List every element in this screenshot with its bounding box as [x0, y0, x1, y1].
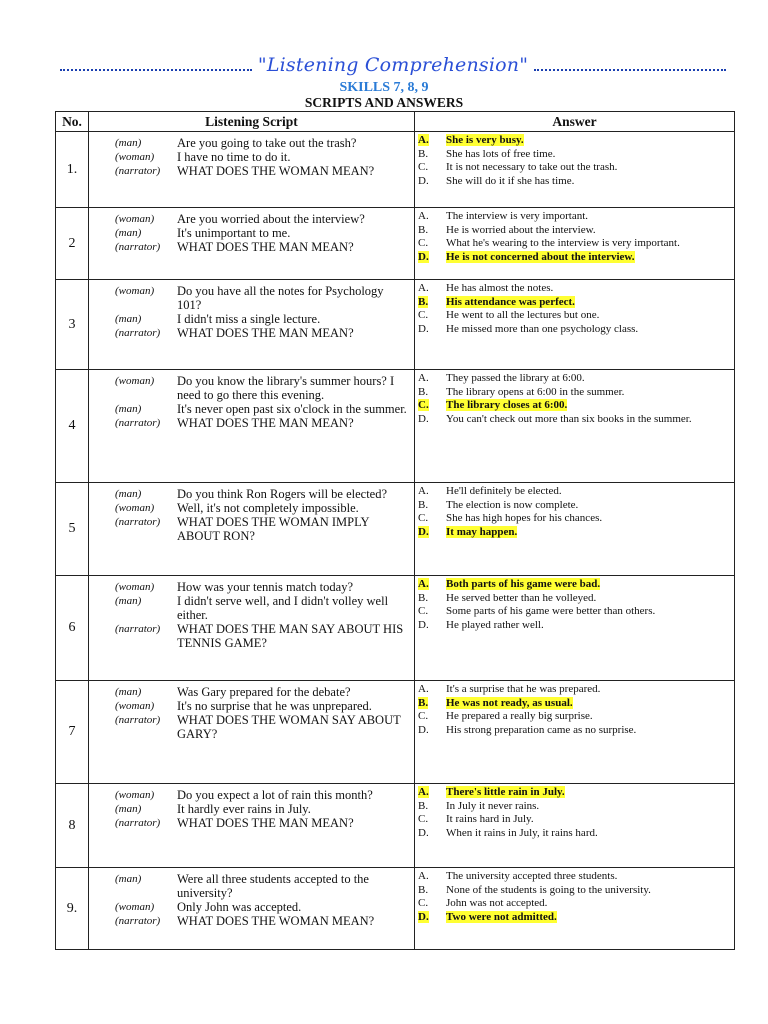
script-cell — [89, 576, 415, 681]
speaker-label: (man) — [115, 137, 142, 149]
title-row — [60, 52, 726, 78]
answer-option — [418, 897, 731, 911]
skills-heading: SKILLS 7, 8, 9 — [339, 80, 429, 95]
speaker-label: (narrator) — [115, 516, 161, 528]
option-text: His strong preparation came as no surprise. — [446, 723, 637, 736]
option-text: It rains hard in July. — [446, 813, 534, 826]
option-text: It's a surprise that he was prepared. — [446, 683, 601, 695]
correct-answer-option — [418, 399, 731, 413]
script-line — [93, 699, 410, 713]
script-cell — [89, 208, 415, 280]
option-text: It may happen. — [446, 525, 518, 538]
answer-option — [418, 372, 731, 386]
option-letter: B. — [418, 799, 429, 812]
option-letter: C. — [418, 399, 429, 412]
script-text: WHAT DOES THE WOMAN MEAN? — [177, 914, 375, 928]
option-letter: B. — [418, 696, 429, 709]
table-row — [56, 208, 735, 280]
answer-option — [418, 161, 731, 175]
table-row — [56, 132, 735, 208]
script-cell — [89, 370, 415, 483]
speaker-label: (woman) — [115, 901, 155, 913]
script-line — [93, 900, 410, 914]
table-row — [56, 868, 735, 950]
script-text: Do you think Ron Rogers will be elected? — [177, 487, 388, 501]
speaker-label: (narrator) — [115, 714, 161, 726]
row-number: 3 — [56, 280, 89, 370]
speaker-label: (narrator) — [115, 623, 161, 635]
answer-option — [418, 619, 731, 633]
answer-cell — [415, 784, 735, 868]
answer-option — [418, 884, 731, 898]
option-text: She is very busy. — [446, 134, 524, 146]
option-letter: D. — [418, 525, 429, 538]
option-text: She has high hopes for his chances. — [446, 512, 603, 525]
script-line — [93, 872, 410, 900]
speaker-label: (narrator) — [115, 417, 161, 429]
script-line — [93, 212, 410, 226]
option-letter: A. — [418, 578, 429, 590]
option-letter: A. — [418, 134, 429, 146]
script-text: WHAT DOES THE WOMAN SAY ABOUT GARY? — [177, 713, 401, 741]
correct-answer-option — [418, 526, 731, 540]
script-text: Do you know the library's summer hours? I need to go there this evening. — [177, 374, 395, 402]
option-text: He missed more than one psychology class. — [446, 322, 639, 335]
option-letter: D. — [418, 910, 429, 923]
speaker-label: (man) — [115, 403, 142, 415]
answer-cell — [415, 681, 735, 784]
answer-option — [418, 827, 731, 841]
answer-option — [418, 224, 731, 238]
row-number: 8 — [56, 784, 89, 868]
option-text: He'll definitely be elected. — [446, 485, 562, 497]
answer-option — [418, 870, 731, 884]
option-text: It is not necessary to take out the trash. — [446, 161, 618, 174]
script-text: It's no surprise that he was unprepared. — [177, 699, 372, 713]
option-text: They passed the library at 6:00. — [446, 372, 585, 384]
script-cell — [89, 784, 415, 868]
option-letter: A. — [418, 282, 429, 294]
script-text: How was your tennis match today? — [177, 580, 354, 594]
option-text: You can't check out more than six books in the summer. — [446, 412, 692, 425]
option-text: He is not concerned about the interview. — [446, 250, 635, 263]
script-line — [93, 802, 410, 816]
speaker-label: (narrator) — [115, 327, 161, 339]
script-text: Do you have all the notes for Psychology 101? — [177, 284, 384, 312]
speaker-label: (woman) — [115, 789, 155, 801]
row-number: 1. — [56, 132, 89, 208]
script-text: WHAT DOES THE MAN MEAN? — [177, 816, 354, 830]
answer-table — [55, 111, 735, 950]
script-cell — [89, 681, 415, 784]
speaker-label: (narrator) — [115, 165, 161, 177]
option-text: What he's wearing to the interview is very important. — [446, 237, 680, 250]
row-number: 7 — [56, 681, 89, 784]
option-letter: B. — [418, 295, 429, 308]
option-text: When it rains in July, it rains hard. — [446, 826, 598, 839]
option-text: She will do it if she has time. — [446, 174, 575, 187]
script-line — [93, 594, 410, 622]
answer-option — [418, 724, 731, 738]
script-line — [93, 402, 410, 416]
answer-option — [418, 683, 731, 697]
answer-option — [418, 323, 731, 337]
script-text: It's never open past six o'clock in the summer. — [177, 402, 407, 416]
script-text: Was Gary prepared for the debate? — [177, 685, 351, 699]
option-text: He is worried about the interview. — [446, 223, 596, 236]
row-number: 2 — [56, 208, 89, 280]
script-line — [93, 487, 410, 501]
answer-cell — [415, 132, 735, 208]
option-text: Some parts of his game were better than others. — [446, 605, 656, 618]
script-line — [93, 284, 410, 312]
row-number: 9. — [56, 868, 89, 950]
option-letter: B. — [418, 223, 429, 236]
option-letter: A. — [418, 786, 429, 798]
script-cell — [89, 483, 415, 576]
script-text: WHAT DOES THE WOMAN MEAN? — [177, 164, 375, 178]
speaker-label: (narrator) — [115, 817, 161, 829]
script-text: It hardly ever rains in July. — [177, 802, 311, 816]
script-text: I didn't serve well, and I didn't volley well either. — [177, 594, 389, 622]
option-letter: B. — [418, 385, 429, 398]
speaker-label: (woman) — [115, 151, 155, 163]
answer-option — [418, 413, 731, 427]
column-header-no: No. — [56, 112, 89, 132]
option-text: She has lots of free time. — [446, 147, 556, 160]
row-number: 5 — [56, 483, 89, 576]
script-line — [93, 816, 410, 830]
correct-answer-option — [418, 911, 731, 925]
speaker-label: (woman) — [115, 581, 155, 593]
option-letter: B. — [418, 591, 429, 604]
row-number: 4 — [56, 370, 89, 483]
script-line — [93, 226, 410, 240]
option-letter: C. — [418, 897, 429, 910]
script-text: Well, it's not completely impossible. — [177, 501, 359, 515]
script-text: WHAT DOES THE MAN SAY ABOUT HIS TENNIS GAME? — [177, 622, 404, 650]
answer-cell — [415, 868, 735, 950]
option-text: John was not accepted. — [446, 897, 548, 910]
table-header-row — [56, 112, 735, 132]
script-line — [93, 312, 410, 326]
answer-option — [418, 386, 731, 400]
answer-option — [418, 813, 731, 827]
script-cell — [89, 868, 415, 950]
column-header-answer: Answer — [415, 112, 735, 132]
script-line — [93, 164, 410, 178]
table-row — [56, 576, 735, 681]
dotted-rule-right — [534, 69, 726, 71]
option-text: He prepared a really big surprise. — [446, 710, 593, 723]
option-letter: B. — [418, 498, 429, 511]
option-letter: B. — [418, 147, 429, 160]
script-text: Are you worried about the interview? — [177, 212, 365, 226]
script-line — [93, 713, 410, 741]
option-text: The interview is very important. — [446, 210, 589, 222]
option-text: In July it never rains. — [446, 799, 540, 812]
speaker-label: (narrator) — [115, 915, 161, 927]
option-letter: B. — [418, 883, 429, 896]
table-row — [56, 784, 735, 868]
correct-answer-option — [418, 578, 731, 592]
option-letter: A. — [418, 210, 429, 222]
option-letter: D. — [418, 618, 429, 631]
script-line — [93, 515, 410, 543]
correct-answer-option — [418, 251, 731, 265]
script-line — [93, 416, 410, 430]
option-text: There's little rain in July. — [446, 786, 565, 798]
option-letter: A. — [418, 870, 429, 882]
option-letter: C. — [418, 309, 429, 322]
script-text: WHAT DOES THE MAN MEAN? — [177, 326, 354, 340]
script-line — [93, 914, 410, 928]
script-text: Are you going to take out the trash? — [177, 136, 357, 150]
scripts-answers-heading: SCRIPTS AND ANSWERS — [304, 95, 464, 110]
script-line — [93, 150, 410, 164]
option-text: His attendance was perfect. — [446, 295, 575, 308]
answer-option — [418, 499, 731, 513]
answer-cell — [415, 576, 735, 681]
answer-cell — [415, 370, 735, 483]
script-cell — [89, 132, 415, 208]
answer-option — [418, 485, 731, 499]
option-text: He has almost the notes. — [446, 282, 554, 294]
option-text: The library opens at 6:00 in the summer. — [446, 385, 625, 398]
answer-option — [418, 710, 731, 724]
option-letter: D. — [418, 723, 429, 736]
option-text: He was not ready, as usual. — [446, 696, 573, 709]
speaker-label: (woman) — [115, 502, 155, 514]
script-line — [93, 374, 410, 402]
speaker-label: (woman) — [115, 375, 155, 387]
script-text: Only John was accepted. — [177, 900, 302, 914]
speaker-label: (woman) — [115, 285, 155, 297]
script-line — [93, 580, 410, 594]
answer-option — [418, 237, 731, 251]
answer-cell — [415, 483, 735, 576]
speaker-label: (man) — [115, 313, 142, 325]
speaker-label: (man) — [115, 488, 142, 500]
option-text: None of the students is going to the university. — [446, 883, 651, 896]
answer-option — [418, 309, 731, 323]
correct-answer-option — [418, 786, 731, 800]
script-text: WHAT DOES THE MAN MEAN? — [177, 240, 354, 254]
option-letter: D. — [418, 174, 429, 187]
dotted-rule-left — [60, 69, 252, 71]
correct-answer-option — [418, 697, 731, 711]
option-letter: D. — [418, 322, 429, 335]
table-row — [56, 483, 735, 576]
correct-answer-option — [418, 134, 731, 148]
option-text: Two were not admitted. — [446, 910, 557, 923]
script-line — [93, 326, 410, 340]
correct-answer-option — [418, 296, 731, 310]
script-line — [93, 685, 410, 699]
option-text: The election is now complete. — [446, 498, 579, 511]
document-title: "Listening Comprehension" — [257, 54, 529, 76]
option-letter: A. — [418, 372, 429, 384]
speaker-label: (man) — [115, 686, 142, 698]
script-text: Were all three students accepted to the university? — [177, 872, 369, 900]
answer-option — [418, 605, 731, 619]
script-text: WHAT DOES THE WOMAN IMPLY ABOUT RON? — [177, 515, 370, 543]
speaker-label: (man) — [115, 873, 142, 885]
answer-option — [418, 148, 731, 162]
script-text: I have no time to do it. — [177, 150, 291, 164]
answer-cell — [415, 280, 735, 370]
speaker-label: (man) — [115, 803, 142, 815]
table-row — [56, 370, 735, 483]
script-line — [93, 240, 410, 254]
option-text: The university accepted three students. — [446, 870, 618, 882]
option-letter: D. — [418, 250, 429, 263]
answer-option — [418, 175, 731, 189]
answer-option — [418, 800, 731, 814]
option-letter: A. — [418, 683, 429, 695]
table-row — [56, 280, 735, 370]
script-line — [93, 501, 410, 515]
option-text: The library closes at 6:00. — [446, 399, 568, 412]
speaker-label: (narrator) — [115, 241, 161, 253]
script-cell — [89, 280, 415, 370]
option-letter: C. — [418, 813, 429, 826]
row-number: 6 — [56, 576, 89, 681]
table-row — [56, 681, 735, 784]
answer-option — [418, 210, 731, 224]
option-letter: C. — [418, 161, 429, 174]
answer-cell — [415, 208, 735, 280]
option-letter: D. — [418, 826, 429, 839]
answer-option — [418, 282, 731, 296]
option-text: He went to all the lectures but one. — [446, 309, 600, 322]
script-text: WHAT DOES THE MAN MEAN? — [177, 416, 354, 430]
option-text: He served better than he volleyed. — [446, 591, 597, 604]
option-letter: C. — [418, 710, 429, 723]
option-letter: D. — [418, 412, 429, 425]
speaker-label: (man) — [115, 227, 142, 239]
column-header-script: Listening Script — [89, 112, 415, 132]
speaker-label: (man) — [115, 595, 142, 607]
option-letter: C. — [418, 512, 429, 525]
speaker-label: (woman) — [115, 700, 155, 712]
script-line — [93, 788, 410, 802]
option-letter: C. — [418, 605, 429, 618]
script-line — [93, 136, 410, 150]
answer-option — [418, 512, 731, 526]
option-letter: C. — [418, 237, 429, 250]
option-text: Both parts of his game were bad. — [446, 578, 601, 590]
script-text: I didn't miss a single lecture. — [177, 312, 321, 326]
script-text: It's unimportant to me. — [177, 226, 291, 240]
option-letter: A. — [418, 485, 429, 497]
script-text: Do you expect a lot of rain this month? — [177, 788, 373, 802]
script-line — [93, 622, 410, 650]
option-text: He played rather well. — [446, 618, 544, 631]
speaker-label: (woman) — [115, 213, 155, 225]
answer-option — [418, 592, 731, 606]
